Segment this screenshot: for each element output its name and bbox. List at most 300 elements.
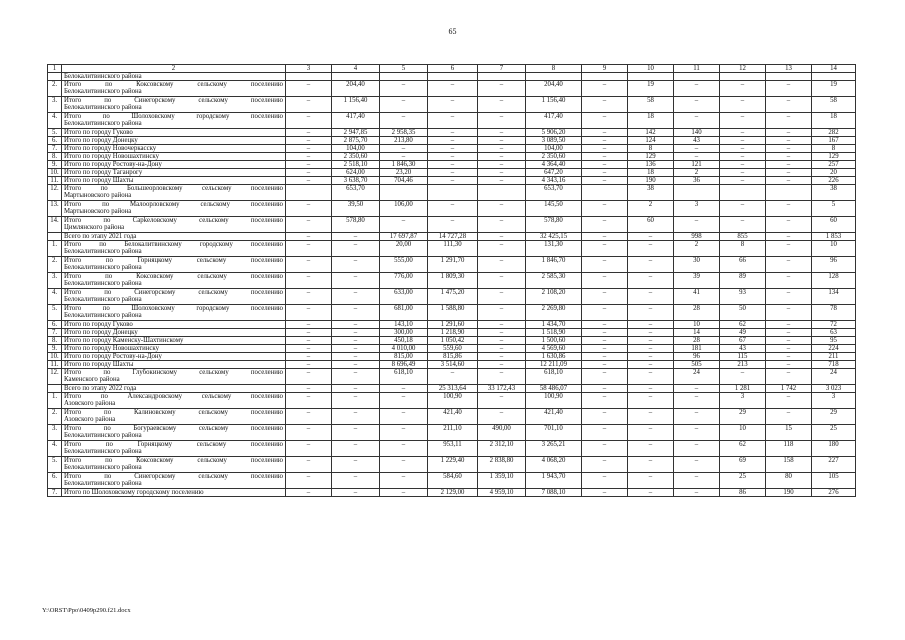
- row-cell-col10: –: [628, 257, 674, 273]
- row-cell-col5: 143,10: [380, 321, 428, 329]
- row-cell-col9: –: [582, 425, 628, 441]
- row-cell-col8: 58 486,07: [526, 385, 582, 393]
- row-cell-col5: 704,46: [380, 177, 428, 185]
- row-cell-col6: –: [428, 97, 478, 113]
- row-cell-col9: –: [582, 233, 628, 241]
- row-cell-col14: 5: [812, 201, 856, 217]
- row-cell-col10: 18: [628, 169, 674, 177]
- table-row: [48, 489, 856, 497]
- row-cell-col14: 226: [812, 177, 856, 185]
- row-cell-col12: 1 281: [720, 385, 766, 393]
- row-name-line1: Всего по этапу 2022 года: [64, 385, 137, 392]
- row-cell-col10: 19: [628, 81, 674, 97]
- table-row: [48, 425, 856, 441]
- row-cell-col12: [720, 185, 766, 201]
- row-cell-col4: –: [332, 369, 380, 385]
- row-cell-col12: 62: [720, 441, 766, 457]
- row-name-line2: Белокалитвинского района: [64, 480, 142, 487]
- row-cell-col14: 167: [812, 137, 856, 145]
- row-number: 4.: [48, 113, 62, 129]
- row-cell-col14: 128: [812, 273, 856, 289]
- row-cell-col14: 180: [812, 441, 856, 457]
- row-cell-col12: –: [720, 137, 766, 145]
- row-cell-col4: 104,00: [332, 145, 380, 153]
- row-cell-col12: [720, 73, 766, 81]
- row-number: 11.: [48, 361, 62, 369]
- header-cell: 14: [812, 65, 856, 73]
- row-cell-col12: 50: [720, 305, 766, 321]
- row-cell-col4: 3 638,70: [332, 177, 380, 185]
- row-name: [62, 353, 286, 361]
- row-cell-col7: –: [478, 81, 526, 97]
- row-cell-col10: –: [628, 393, 674, 409]
- row-cell-col5: –: [380, 409, 428, 425]
- row-name-line1: Итого по городу Гуково: [64, 321, 133, 328]
- row-name-line1: Итого по Синегорскому сельскому поселению: [64, 473, 283, 480]
- row-cell-col11: 505: [674, 361, 720, 369]
- row-cell-col5: 2 958,35: [380, 129, 428, 137]
- row-cell-col12: –: [720, 153, 766, 161]
- row-cell-col3: –: [286, 337, 332, 345]
- row-cell-col8: 7 088,10: [526, 489, 582, 497]
- row-cell-col13: –: [766, 337, 812, 345]
- row-cell-col9: –: [582, 337, 628, 345]
- row-cell-col14: 78: [812, 305, 856, 321]
- row-name-line2: Азовского района: [64, 416, 116, 423]
- row-cell-col7: –: [478, 113, 526, 129]
- row-cell-col7: [478, 73, 526, 81]
- row-name: [62, 129, 286, 137]
- row-cell-col9: –: [582, 345, 628, 353]
- row-cell-col6: 584,60: [428, 473, 478, 489]
- table-row: [48, 169, 856, 177]
- row-cell-col14: 60: [812, 217, 856, 233]
- row-number: 8.: [48, 337, 62, 345]
- row-cell-col5: 20,00: [380, 241, 428, 257]
- row-cell-col10: 142: [628, 129, 674, 137]
- row-cell-col14: 276: [812, 489, 856, 497]
- row-cell-col4: –: [332, 473, 380, 489]
- row-number: 6.: [48, 473, 62, 489]
- row-cell-col4: –: [332, 233, 380, 241]
- footer-file-path: Y:\ORST\Ppo\0409p290.f21.docx: [42, 607, 131, 614]
- row-cell-col6: 3 514,60: [428, 361, 478, 369]
- row-cell-col6: –: [428, 81, 478, 97]
- row-cell-col7: –: [478, 217, 526, 233]
- row-cell-col3: –: [286, 169, 332, 177]
- row-cell-col12: 67: [720, 337, 766, 345]
- row-cell-col8: 32 425,15: [526, 233, 582, 241]
- header-cell: 8: [526, 65, 582, 73]
- row-cell-col8: 2 269,80: [526, 305, 582, 321]
- table-row: [48, 161, 856, 169]
- row-cell-col3: –: [286, 129, 332, 137]
- row-cell-col3: –: [286, 409, 332, 425]
- row-cell-col4: –: [332, 257, 380, 273]
- row-name-line2: Белокалитвинского района: [64, 432, 142, 439]
- row-number: 9.: [48, 345, 62, 353]
- row-cell-col11: –: [674, 113, 720, 129]
- table-row: [48, 145, 856, 153]
- row-cell-col4: –: [332, 345, 380, 353]
- row-cell-col6: 2 129,00: [428, 489, 478, 497]
- row-cell-col11: [674, 185, 720, 201]
- row-cell-col3: –: [286, 177, 332, 185]
- row-name: [62, 329, 286, 337]
- row-cell-col4: –: [332, 353, 380, 361]
- row-cell-col7: –: [478, 329, 526, 337]
- row-cell-col4: –: [332, 289, 380, 305]
- row-cell-col12: –: [720, 169, 766, 177]
- row-cell-col12: 62: [720, 321, 766, 329]
- row-cell-col4: –: [332, 489, 380, 497]
- row-cell-col8: 1 846,70: [526, 257, 582, 273]
- row-cell-col13: 15: [766, 425, 812, 441]
- row-cell-col13: –: [766, 369, 812, 385]
- row-name-line1: Итого по городу Новошахтинску: [64, 345, 160, 352]
- row-cell-col3: –: [286, 153, 332, 161]
- row-cell-col10: –: [628, 369, 674, 385]
- row-cell-col9: –: [582, 473, 628, 489]
- row-cell-col7: 1 359,10: [478, 473, 526, 489]
- row-name-line1: Итого по Богураевскому сельскому поселению: [64, 425, 283, 432]
- table-row: [48, 409, 856, 425]
- row-cell-col3: –: [286, 321, 332, 329]
- row-cell-col10: –: [628, 273, 674, 289]
- row-number: 3.: [48, 425, 62, 441]
- row-cell-col7: –: [478, 137, 526, 145]
- row-cell-col11: [674, 73, 720, 81]
- row-cell-col6: 421,40: [428, 409, 478, 425]
- row-cell-col14: 96: [812, 257, 856, 273]
- row-cell-col13: –: [766, 145, 812, 153]
- row-cell-col5: –: [380, 81, 428, 97]
- row-name: [62, 369, 286, 385]
- row-cell-col9: –: [582, 489, 628, 497]
- row-cell-col13: –: [766, 241, 812, 257]
- row-name: [62, 201, 286, 217]
- row-name: [62, 457, 286, 473]
- row-cell-col9: –: [582, 169, 628, 177]
- row-cell-col6: 211,10: [428, 425, 478, 441]
- row-cell-col12: –: [720, 161, 766, 169]
- row-cell-col13: 118: [766, 441, 812, 457]
- row-cell-col10: –: [628, 457, 674, 473]
- row-cell-col11: 2: [674, 169, 720, 177]
- row-name-line2: Белокалитвинского района: [64, 280, 142, 287]
- row-cell-col11: 10: [674, 321, 720, 329]
- row-name-line1: Итого по Синегорскому сельскому поселению: [64, 289, 283, 296]
- row-cell-col14: 8: [812, 145, 856, 153]
- row-cell-col14: 224: [812, 345, 856, 353]
- row-cell-col14: 58: [812, 97, 856, 113]
- row-cell-col7: –: [478, 241, 526, 257]
- table-row: [48, 97, 856, 113]
- row-name-line1: Итого по городу Шахты: [64, 177, 134, 184]
- row-cell-col5: [380, 185, 428, 201]
- row-number: 7.: [48, 145, 62, 153]
- row-cell-col11: 2: [674, 241, 720, 257]
- row-cell-col4: 39,50: [332, 201, 380, 217]
- row-cell-col10: –: [628, 305, 674, 321]
- row-cell-col6: 953,11: [428, 441, 478, 457]
- row-cell-col6: –: [428, 161, 478, 169]
- row-cell-col6: 1 588,80: [428, 305, 478, 321]
- table-row: [48, 153, 856, 161]
- row-cell-col9: –: [582, 145, 628, 153]
- row-cell-col5: 633,00: [380, 289, 428, 305]
- row-cell-col11: 28: [674, 305, 720, 321]
- row-name-line1: Итого по городу Шахты: [64, 361, 134, 368]
- row-cell-col13: –: [766, 353, 812, 361]
- row-cell-col7: –: [478, 97, 526, 113]
- row-cell-col13: –: [766, 137, 812, 145]
- table-row: [48, 137, 856, 145]
- row-cell-col4: –: [332, 441, 380, 457]
- row-name: [62, 145, 286, 153]
- row-cell-col3: –: [286, 329, 332, 337]
- row-cell-col6: [428, 73, 478, 81]
- row-cell-col7: 4 959,10: [478, 489, 526, 497]
- row-cell-col11: –: [674, 81, 720, 97]
- row-cell-col14: 24: [812, 369, 856, 385]
- row-cell-col6: 1 229,40: [428, 457, 478, 473]
- row-cell-col9: –: [582, 113, 628, 129]
- row-cell-col10: –: [628, 425, 674, 441]
- row-name: [62, 289, 286, 305]
- row-number: 1.: [48, 241, 62, 257]
- row-cell-col4: 624,00: [332, 169, 380, 177]
- row-cell-col9: –: [582, 321, 628, 329]
- row-cell-col5: 4 010,00: [380, 345, 428, 353]
- row-cell-col8: 204,40: [526, 81, 582, 97]
- row-cell-col4: 2 350,60: [332, 153, 380, 161]
- row-cell-col12: 855: [720, 233, 766, 241]
- row-cell-col3: –: [286, 289, 332, 305]
- row-cell-col6: –: [428, 129, 478, 137]
- row-cell-col8: 104,00: [526, 145, 582, 153]
- row-cell-col11: 181: [674, 345, 720, 353]
- row-cell-col14: [812, 73, 856, 81]
- row-cell-col5: –: [380, 153, 428, 161]
- row-cell-col11: 24: [674, 369, 720, 385]
- row-cell-col13: –: [766, 233, 812, 241]
- row-name: [62, 393, 286, 409]
- header-cell: 7: [478, 65, 526, 73]
- row-number: 5.: [48, 129, 62, 137]
- row-cell-col11: –: [674, 473, 720, 489]
- row-cell-col8: 2 108,20: [526, 289, 582, 305]
- row-cell-col9: –: [582, 361, 628, 369]
- row-cell-col12: –: [720, 177, 766, 185]
- row-cell-col9: –: [582, 441, 628, 457]
- row-cell-col9: –: [582, 457, 628, 473]
- row-cell-col7: 33 172,43: [478, 385, 526, 393]
- row-cell-col14: 19: [812, 81, 856, 97]
- header-cell: 10: [628, 65, 674, 73]
- row-cell-col8: 1 156,40: [526, 97, 582, 113]
- row-number: 1.: [48, 393, 62, 409]
- row-number: [48, 385, 62, 393]
- row-cell-col10: –: [628, 353, 674, 361]
- row-cell-col8: 100,90: [526, 393, 582, 409]
- row-name-line1: Итого по Горняцкому сельскому поселению: [64, 257, 283, 264]
- row-name-line1: Итого по Коксовскому сельскому поселению: [64, 273, 283, 280]
- row-name: [62, 273, 286, 289]
- row-cell-col5: 23,20: [380, 169, 428, 177]
- row-cell-col10: 136: [628, 161, 674, 169]
- row-cell-col8: 4 343,16: [526, 177, 582, 185]
- row-cell-col13: –: [766, 329, 812, 337]
- row-cell-col3: –: [286, 81, 332, 97]
- row-cell-col11: 140: [674, 129, 720, 137]
- row-cell-col6: –: [428, 217, 478, 233]
- row-cell-col7: –: [478, 129, 526, 137]
- row-cell-col10: 18: [628, 113, 674, 129]
- row-name: [62, 425, 286, 441]
- row-name-line2: Каменского района: [64, 376, 120, 383]
- row-cell-col7: 2 838,80: [478, 457, 526, 473]
- row-cell-col11: 43: [674, 137, 720, 145]
- row-cell-col3: –: [286, 305, 332, 321]
- row-cell-col14: 1 853: [812, 233, 856, 241]
- row-cell-col5: –: [380, 97, 428, 113]
- row-cell-col14: 105: [812, 473, 856, 489]
- row-cell-col8: [526, 73, 582, 81]
- header-cell: 12: [720, 65, 766, 73]
- row-name: [62, 409, 286, 425]
- row-cell-col4: –: [332, 409, 380, 425]
- row-cell-col6: 1 475,20: [428, 289, 478, 305]
- row-number: 4.: [48, 441, 62, 457]
- row-cell-col5: –: [380, 425, 428, 441]
- table-row: [48, 289, 856, 305]
- row-cell-col11: –: [674, 425, 720, 441]
- row-name-line1: Итого по городу Таганрогу: [64, 169, 143, 176]
- row-cell-col10: [628, 73, 674, 81]
- row-cell-col3: –: [286, 441, 332, 457]
- row-cell-col14: 129: [812, 153, 856, 161]
- row-cell-col5: 8 696,49: [380, 361, 428, 369]
- row-cell-col7: 490,00: [478, 425, 526, 441]
- row-cell-col4: –: [332, 241, 380, 257]
- row-name: [62, 345, 286, 353]
- row-cell-col11: 30: [674, 257, 720, 273]
- row-name-line1: Итого по Шолоховскому городскому поселению: [64, 489, 204, 496]
- row-cell-col5: 776,00: [380, 273, 428, 289]
- row-cell-col12: –: [720, 113, 766, 129]
- row-cell-col7: –: [478, 337, 526, 345]
- row-cell-col6: 100,90: [428, 393, 478, 409]
- row-cell-col14: 282: [812, 129, 856, 137]
- row-cell-col6: 559,60: [428, 345, 478, 353]
- row-cell-col10: 129: [628, 153, 674, 161]
- row-name: [62, 385, 286, 393]
- row-cell-col13: –: [766, 129, 812, 137]
- row-cell-col6: [428, 185, 478, 201]
- row-cell-col12: 69: [720, 457, 766, 473]
- row-cell-col4: 2 947,85: [332, 129, 380, 137]
- row-cell-col12: 43: [720, 345, 766, 353]
- table-row: [48, 177, 856, 185]
- row-cell-col4: 204,40: [332, 81, 380, 97]
- row-cell-col13: –: [766, 113, 812, 129]
- row-cell-col9: –: [582, 393, 628, 409]
- row-name: [62, 153, 286, 161]
- row-cell-col6: –: [428, 145, 478, 153]
- row-cell-col8: 417,40: [526, 113, 582, 129]
- row-cell-col7: –: [478, 233, 526, 241]
- row-name-line1: Итого по Горняцкому сельскому поселению: [64, 441, 283, 448]
- row-name: [62, 113, 286, 129]
- row-cell-col11: 39: [674, 273, 720, 289]
- header-cell: 4: [332, 65, 380, 73]
- row-name-line1: Итого по городу Каменску-Шахтинскому: [64, 337, 184, 344]
- row-cell-col10: 2: [628, 201, 674, 217]
- row-cell-col13: 158: [766, 457, 812, 473]
- row-cell-col13: –: [766, 289, 812, 305]
- row-name-line1: Итого по Белокалитвинскому городскому поселению: [64, 241, 283, 248]
- row-number: 7.: [48, 329, 62, 337]
- row-cell-col5: –: [380, 393, 428, 409]
- row-cell-col3: –: [286, 273, 332, 289]
- row-name-line1: Белокалитвинского района: [64, 73, 142, 80]
- row-cell-col3: –: [286, 489, 332, 497]
- row-cell-col5: –: [380, 457, 428, 473]
- row-cell-col9: –: [582, 129, 628, 137]
- row-name: [62, 321, 286, 329]
- row-cell-col12: –: [720, 369, 766, 385]
- row-name-line1: Итого по Шолоховскому городскому поселению: [64, 113, 283, 120]
- row-cell-col4: –: [332, 457, 380, 473]
- row-cell-col3: –: [286, 361, 332, 369]
- row-cell-col11: –: [674, 489, 720, 497]
- row-number: 7.: [48, 489, 62, 497]
- row-cell-col13: –: [766, 321, 812, 329]
- row-cell-col12: 213: [720, 361, 766, 369]
- table-row: [48, 273, 856, 289]
- row-name: [62, 185, 286, 201]
- row-cell-col8: 701,10: [526, 425, 582, 441]
- table-row: [48, 185, 856, 201]
- row-cell-col9: –: [582, 369, 628, 385]
- row-cell-col11: –: [674, 217, 720, 233]
- row-cell-col3: –: [286, 473, 332, 489]
- row-cell-col5: –: [380, 441, 428, 457]
- row-cell-col12: 115: [720, 353, 766, 361]
- row-cell-col4: 417,40: [332, 113, 380, 129]
- row-cell-col3: –: [286, 201, 332, 217]
- row-name-line2: Цимлянского района: [64, 224, 125, 231]
- row-cell-col10: –: [628, 329, 674, 337]
- row-cell-col9: –: [582, 289, 628, 305]
- row-cell-col9: –: [582, 81, 628, 97]
- row-cell-col8: 2 585,30: [526, 273, 582, 289]
- row-cell-col12: 86: [720, 489, 766, 497]
- row-cell-col7: –: [478, 161, 526, 169]
- row-cell-col5: 17 697,87: [380, 233, 428, 241]
- header-cell: 3: [286, 65, 332, 73]
- row-cell-col4: –: [332, 385, 380, 393]
- row-name: [62, 177, 286, 185]
- table-row: [48, 129, 856, 137]
- row-number: [48, 233, 62, 241]
- row-cell-col12: –: [720, 217, 766, 233]
- row-cell-col8: 1 630,86: [526, 353, 582, 361]
- row-cell-col9: –: [582, 241, 628, 257]
- row-cell-col10: 38: [628, 185, 674, 201]
- row-name: [62, 169, 286, 177]
